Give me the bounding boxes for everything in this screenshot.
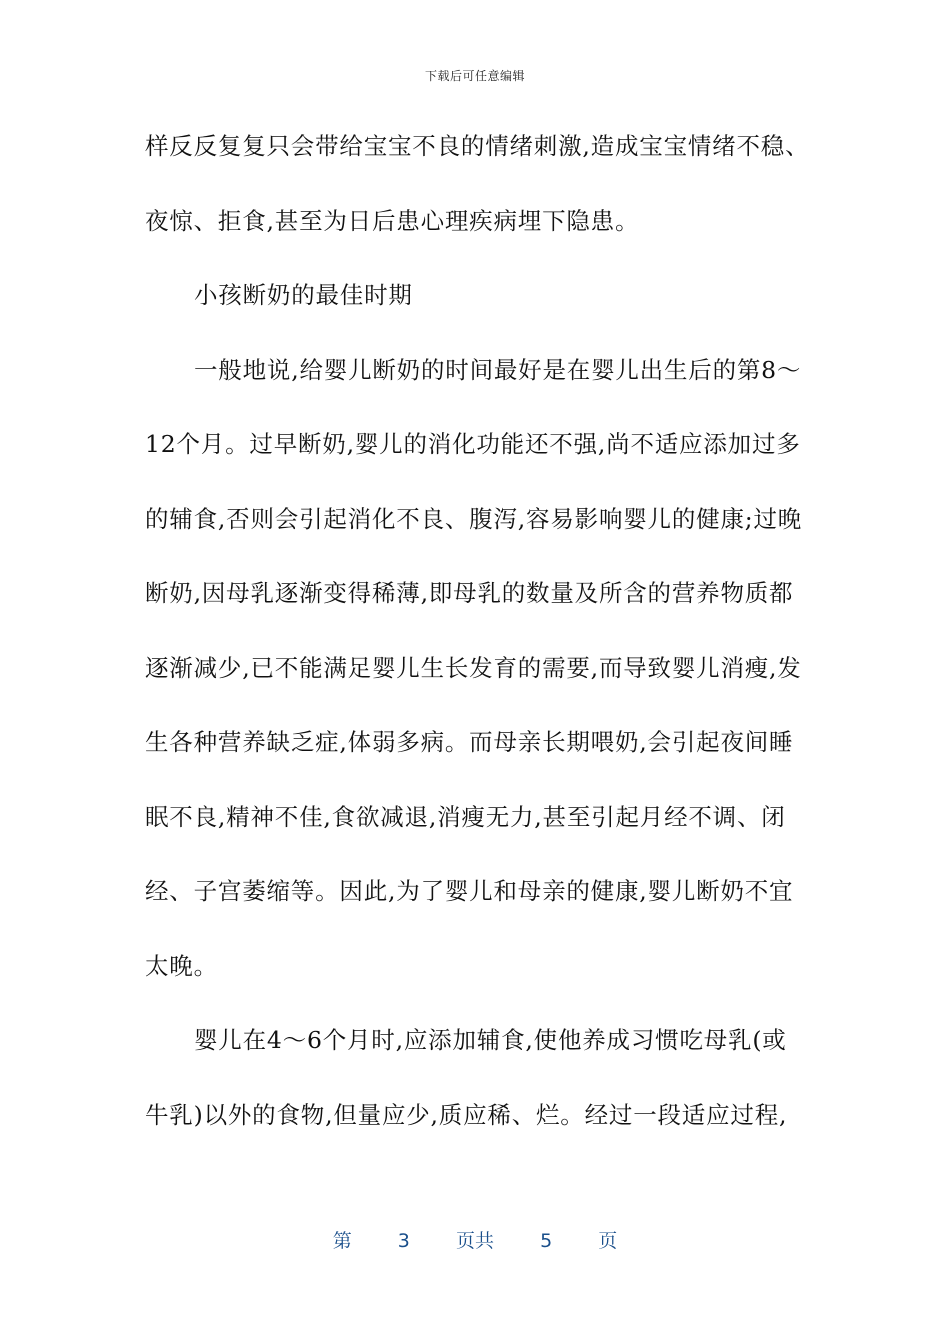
paragraph-line: 经、子宫萎缩等。因此,为了婴儿和母亲的健康,婴儿断奶不宜 xyxy=(145,877,794,905)
paragraph-line: 太晚。 xyxy=(145,951,218,980)
paragraph-line: 样反反复复只会带给宝宝不良的情绪刺激,造成宝宝情绪不稳、 xyxy=(145,132,810,160)
paragraph-line: 12个月。过早断奶,婴儿的消化功能还不强,尚不适应添加过多 xyxy=(145,430,801,458)
paragraph-line: 的辅食,否则会引起消化不良、腹泻,容易影响婴儿的健康;过晚 xyxy=(145,504,803,533)
paragraph-line: 一般地说,给婴儿断奶的时间最好是在婴儿出生后的第8～ xyxy=(194,355,802,384)
page-footer xyxy=(0,1226,950,1253)
paragraph-line: 婴儿在4～6个月时,应添加辅食,使他养成习惯吃母乳(或 xyxy=(194,1026,787,1054)
paragraph-line: 断奶,因母乳逐渐变得稀薄,即母乳的数量及所含的营养物质都 xyxy=(145,579,794,607)
header-note: 下载后可任意编辑 xyxy=(424,69,525,83)
paragraph-line: 眠不良,精神不佳,食欲减退,消瘦无力,甚至引起月经不调、闭 xyxy=(145,802,786,831)
page-label-prefix: 第 xyxy=(332,1230,352,1252)
total-pages-number: 5 xyxy=(540,1230,553,1252)
paragraph-line: 逐渐减少,已不能满足婴儿生长发育的需要,而导致婴儿消瘦,发 xyxy=(145,653,802,682)
paragraph-line: 生各种营养缺乏症,体弱多病。而母亲长期喂奶,会引起夜间睡 xyxy=(145,728,794,756)
page-label-suffix: 页 xyxy=(598,1230,618,1252)
paragraph-line: 夜惊、拒食,甚至为日后患心理疾病埋下隐患。 xyxy=(145,206,640,235)
section-heading: 小孩断奶的最佳时期 xyxy=(194,281,413,309)
body-text xyxy=(145,118,810,1161)
current-page-number: 3 xyxy=(397,1230,410,1252)
paragraph-line: 牛乳)以外的食物,但量应少,质应稀、烂。经过一段适应过程, xyxy=(145,1100,788,1129)
page-label-mid: 页共 xyxy=(455,1230,494,1252)
